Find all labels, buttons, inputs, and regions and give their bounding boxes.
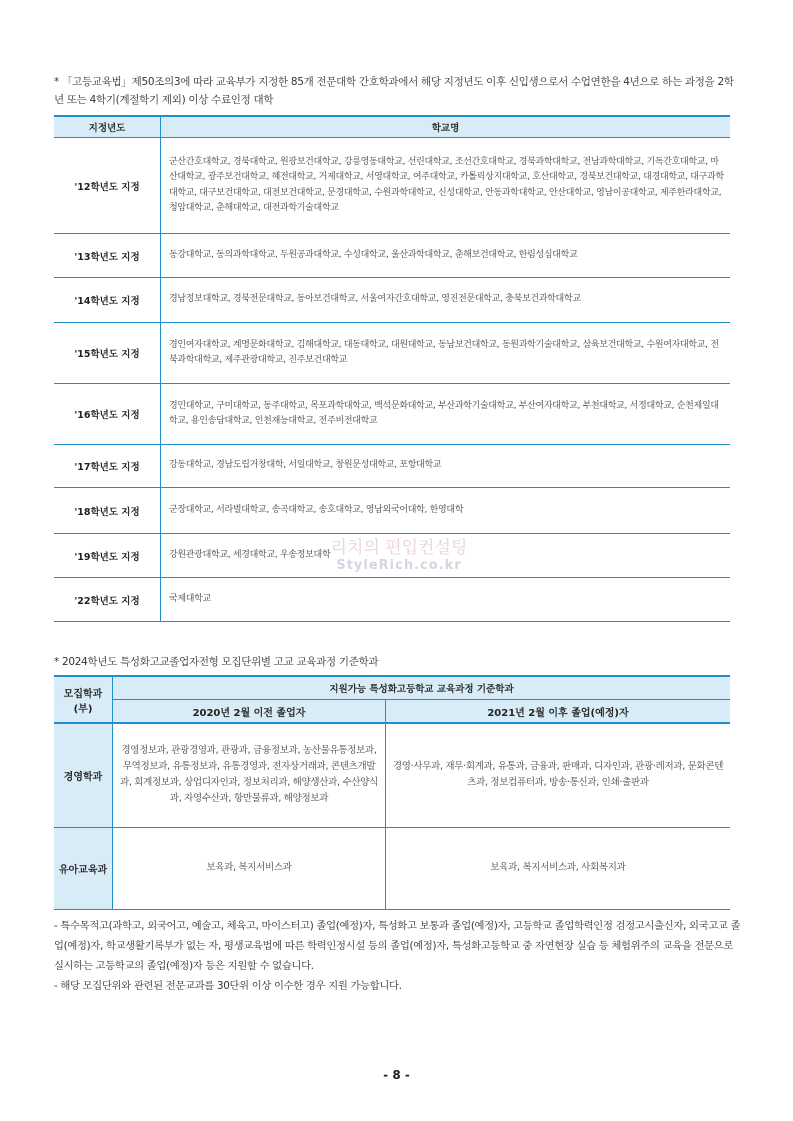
row-year: '16학년도 지정 — [54, 384, 161, 445]
row-year: '22학년도 지정 — [54, 578, 161, 622]
row-schools: 동강대학교, 동의과학대학교, 두원공과대학교, 수성대학교, 울산과학대학교, 춘해보건대학교, 한림성심대학교 — [161, 234, 731, 278]
table-header-row — [54, 676, 730, 700]
table-header-row — [54, 700, 730, 724]
after-cell: 경영·사무과, 재무·회계과, 유통과, 금융과, 판매과, 디자인과, 관광·레저과, 문화콘텐츠과, 정보컴퓨터과, 방송·통신과, 인쇄·출판과 — [386, 723, 731, 827]
row-year: '17학년도 지정 — [54, 445, 161, 488]
header-year: 지정년도 — [54, 116, 161, 138]
row-schools: 군장대학교, 서라벌대학교, 송곡대학교, 송호대학교, 영남외국어대학, 한영대학 — [161, 488, 731, 534]
header-school: 학교명 — [161, 116, 731, 138]
row-year: '15학년도 지정 — [54, 323, 161, 384]
row-year: '13학년도 지정 — [54, 234, 161, 278]
intro-note: * 「고등교육법」제50조의3에 따라 교육부가 지정한 85개 전문대학 간호학과에서 해당 지정년도 이후 신입생으로서 수업연한을 4년으로 하는 과정을 2학년 또는 4학기(계절학기 제외) 이상 수료인정 대학 — [54, 76, 734, 106]
after-cell: 보육과, 복지서비스과, 사회복지과 — [386, 827, 731, 909]
table-header-row — [54, 116, 730, 138]
header-before: 2020년 2월 이전 졸업자 — [113, 700, 386, 724]
row-schools: 군산간호대학교, 경북대학교, 원광보건대학교, 강릉영동대학교, 선린대학교, 조선간호대학교, 경북과학대학교, 전남과학대학교, 기독간호대학교, 마산대학교, 광주보건대학교, 혜전대학교, 거제대학교, 서영대학교, 여주대학교, 카톨릭상지대학교, 호산대학교, 경북보건대학교, 대경대학교, 대구과학대학교, 대구보건대학교, 대전보건대학교, 문경대학교, 수원과학대학교, 신성대학교, 안동과학대학교, 안산대학교, 영남이공대학교, 제주한라대학교, 청암대학교, 춘해대학교, 대전과학기술대학교 — [161, 138, 731, 234]
row-schools: 국제대학교 — [161, 578, 731, 622]
header-after: 2021년 2월 이후 졸업(예정)자 — [386, 700, 731, 724]
header-dept: 모집학과(부) — [54, 676, 113, 723]
before-cell: 경영정보과, 관광경영과, 관광과, 금융정보과, 농산물유통정보과, 무역정보과, 유통정보과, 유통경영과, 전자상거래과, 콘텐츠개발과, 회계정보과, 상업디자인과, 정보처리과, 해양생산과, 수산양식과, 자영수산과, 항만물류과, 해양정보과 — [113, 723, 386, 827]
table-row — [54, 534, 730, 578]
table-row — [54, 323, 730, 384]
table-row — [54, 827, 730, 909]
row-schools: 경인여자대학교, 계명문화대학교, 김해대학교, 대동대학교, 대원대학교, 동남보건대학교, 동원과학기술대학교, 삼육보건대학교, 수원여자대학교, 전북과학대학교, 제주관광대학교, 진주보건대학교 — [161, 323, 731, 384]
designated-schools-table — [54, 115, 730, 622]
row-year: '19학년도 지정 — [54, 534, 161, 578]
row-year: '18학년도 지정 — [54, 488, 161, 534]
row-schools: 경남정보대학교, 경북전문대학교, 동아보건대학교, 서울여자간호대학교, 영진전문대학교, 충북보건과학대학교 — [161, 278, 731, 323]
row-schools: 강원관광대학교, 세경대학교, 우송정보대학 — [161, 534, 731, 578]
table-row — [54, 384, 730, 445]
dept-name: 유아교육과 — [54, 827, 113, 909]
watermark-line1: 리치의 편입컨설팅 — [330, 538, 468, 558]
header-main: 지원가능 특성화고등학교 교육과정 기준학과 — [113, 676, 731, 700]
section-note: * 2024학년도 특성화고교졸업자전형 모집단위별 고교 교육과정 기준학과 — [54, 656, 379, 668]
table-row — [54, 488, 730, 534]
table-row — [54, 278, 730, 323]
page-number: - 8 - — [383, 1068, 410, 1082]
table-row — [54, 578, 730, 622]
curriculum-table — [54, 675, 730, 910]
table-row — [54, 234, 730, 278]
before-cell: 보육과, 복지서비스과 — [113, 827, 386, 909]
dept-name: 경영학과 — [54, 723, 113, 827]
footnotes — [54, 916, 744, 996]
footnote: - 특수목적고(과학고, 외국어고, 예술고, 체육고, 마이스터고) 졸업(예정)자, 특성화고 보통과 졸업(예정)자, 고등학교 졸업학력인정 검정고시출신자, 외국고교 졸업(예정)자, 학교생활기록부가 없는 자, 평생교육법에 따른 학력인정시설 등의 졸업(예정)자, 특성화고등학교 중 자연현장 실습 등 체험위주의 교육을 전문으로 실시하는 고등학교의 졸업(예정)자 등은 지원할 수 없습니다. — [54, 920, 741, 972]
row-year: '12학년도 지정 — [54, 138, 161, 234]
watermark-line2: StyleRich.co.kr — [336, 558, 462, 573]
row-year: '14학년도 지정 — [54, 278, 161, 323]
table-row — [54, 445, 730, 488]
table-row — [54, 138, 730, 234]
table-row — [54, 723, 730, 827]
row-schools: 경민대학교, 구미대학교, 동주대학교, 목포과학대학교, 백석문화대학교, 부산과학기술대학교, 부산여자대학교, 부천대학교, 서정대학교, 순천제일대학교, 용인송담대학교, 인천재능대학교, 전주비전대학교 — [161, 384, 731, 445]
row-schools: 강동대학교, 경남도립거창대학, 서일대학교, 창원문성대학교, 포항대학교 — [161, 445, 731, 488]
footnote: - 해당 모집단위와 관련된 전문교과를 30단위 이상 이수한 경우 지원 가능합니다. — [54, 980, 402, 992]
